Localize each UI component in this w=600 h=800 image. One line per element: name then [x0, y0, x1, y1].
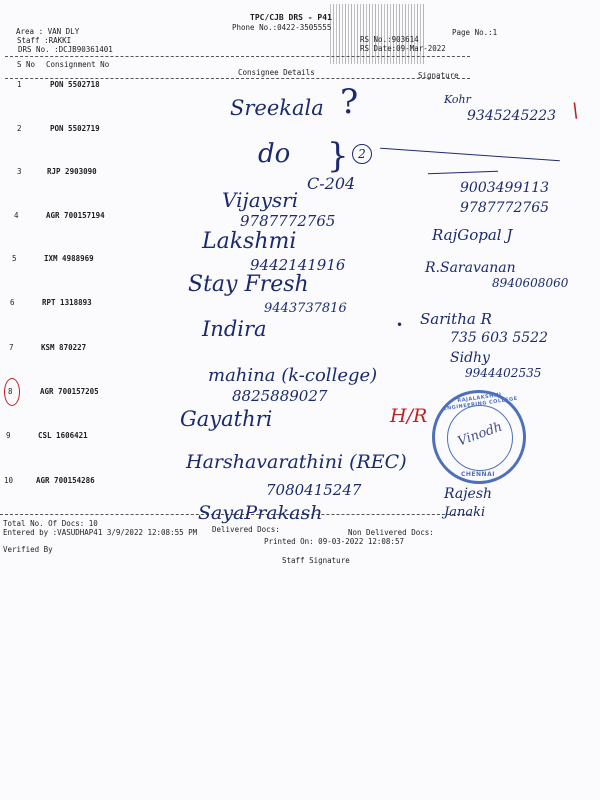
row-s-no: 4	[14, 211, 19, 220]
handwritten-sig7: Saritha R	[420, 310, 492, 328]
handwritten-strike-line	[380, 148, 560, 162]
handwritten-circled-two: 2	[352, 144, 372, 164]
handwritten-sig3	[428, 171, 498, 174]
delivered-docs: Delivered Docs:	[212, 525, 280, 534]
row-s-no: 8	[8, 387, 13, 396]
handwritten-lakshmi-phone: 9442141916	[250, 256, 346, 274]
row-consignment: PON 5502719	[50, 124, 100, 133]
row-consignment: CSL 1606421	[38, 431, 88, 440]
row-consignment: RPT 1318893	[42, 298, 92, 307]
row-s-no: 6	[10, 298, 15, 307]
handwritten-sig8-phone: 9944402535	[465, 366, 542, 380]
handwritten-sig6: R.Saravanan	[425, 260, 516, 276]
stamp-text-mid: CHENNAI	[461, 471, 495, 478]
handwritten-vijayasri-phone: 9787772765	[240, 212, 336, 230]
rs-date: RS Date:09-Mar-2022	[360, 44, 446, 53]
handwritten-question-mark: ?	[340, 82, 359, 122]
handwritten-sreekala: Sreekala	[230, 96, 324, 120]
handwritten-harsha-phone: 7080415247	[266, 481, 362, 499]
verified-by: Verified By	[3, 545, 53, 554]
rs-number: RS No.:903614	[360, 35, 419, 44]
handwritten-sig8: Sidhy	[450, 350, 490, 366]
row-s-no: 2	[17, 124, 22, 133]
staff-label: Staff :RAKKI	[17, 36, 72, 45]
handwritten-c204: C-204	[307, 174, 356, 193]
col-signature: Signature	[418, 71, 459, 80]
col-consignment-no: Consignment No	[46, 60, 110, 69]
handwritten-lakshmi: Lakshmi	[202, 229, 297, 254]
printed-on: Printed On: 09-03-2022 12:08:57	[264, 537, 404, 546]
row-consignment: KSM 870227	[41, 343, 87, 352]
phone-number: Phone No.:0422-3505555	[232, 23, 332, 32]
stamp-signature: Vinodh	[455, 419, 505, 450]
handwritten-bracket: }	[327, 136, 349, 176]
handwritten-sig10-a: Rajesh	[444, 486, 493, 502]
column-rule	[5, 78, 470, 79]
page-number: Page No.:1	[452, 28, 498, 37]
company-title: TPC/CJB DRS - P41	[250, 13, 332, 22]
handwritten-gayathri: Gayathri	[180, 407, 273, 431]
handwritten-sig6-phone: 8940608060	[492, 276, 569, 290]
col-consignee-details: Consignee Details	[238, 68, 315, 77]
row-s-no: 10	[4, 476, 14, 485]
handwritten-sig5: RajGopal J	[432, 226, 513, 244]
handwritten-sig10-b: Janaki	[444, 505, 486, 520]
handwritten-dot: •	[396, 318, 404, 332]
handwritten-stay-fresh: Stay Fresh	[188, 272, 309, 297]
handwritten-indira: Indira	[202, 317, 267, 341]
row-consignment: RJP 2903090	[47, 167, 97, 176]
row-s-no: 9	[6, 431, 11, 440]
handwritten-hr-mark: H/R	[390, 405, 428, 427]
row-consignment: PON 5502718	[50, 80, 100, 89]
red-tick-mark: \	[572, 98, 579, 122]
handwritten-sig1-top: Kohr	[444, 93, 471, 106]
row-consignment: IXM 4988969	[44, 254, 94, 263]
handwritten-sig4-phone: 9787772765	[460, 200, 550, 216]
col-s-no: S No	[17, 60, 36, 69]
handwritten-mahina: mahina (k-college)	[208, 365, 378, 386]
handwritten-mahina-phone: 8825889027	[232, 387, 328, 405]
stamp-text-top: RAJALAKSHMI ENGINEERING COLLEGE	[442, 391, 518, 413]
barcode	[330, 4, 425, 64]
non-delivered-docs: Non Delivered Docs:	[348, 528, 434, 537]
staff-signature: Staff Signature	[282, 556, 350, 565]
area-label: Area : VAN DLY	[16, 27, 80, 36]
header-rule	[5, 56, 470, 57]
row-consignment: AGR 700157194	[46, 211, 105, 220]
handwritten-harshavarathini: Harshavarathini (REC)	[186, 451, 407, 473]
drs-number: DRS No. :DCJB90361401	[18, 45, 113, 54]
total-docs: Total No. Of Docs: 10	[3, 519, 98, 528]
row-consignment: AGR 700154286	[36, 476, 95, 485]
college-stamp	[432, 390, 526, 484]
handwritten-ditto: do	[258, 139, 291, 169]
handwritten-vijayasri: Vijaysri	[222, 188, 299, 212]
row-s-no: 5	[12, 254, 17, 263]
handwritten-sayaprakash: SayaPrakash	[198, 502, 323, 524]
handwritten-stay-fresh-phone: 9443737816	[264, 301, 347, 316]
entered-by: Entered by :VASUDHAP41 3/9/2022 12:08:55 PM	[3, 528, 198, 537]
row-consignment: AGR 700157205	[40, 387, 99, 396]
handwritten-sig7-phone: 735 603 5522	[450, 330, 548, 346]
row-s-no: 3	[17, 167, 22, 176]
handwritten-sig1-phone: 9345245223	[467, 108, 557, 124]
row-s-no: 7	[9, 343, 14, 352]
row-s-no: 1	[17, 80, 22, 89]
handwritten-sig3-phone: 9003499113	[460, 180, 550, 196]
